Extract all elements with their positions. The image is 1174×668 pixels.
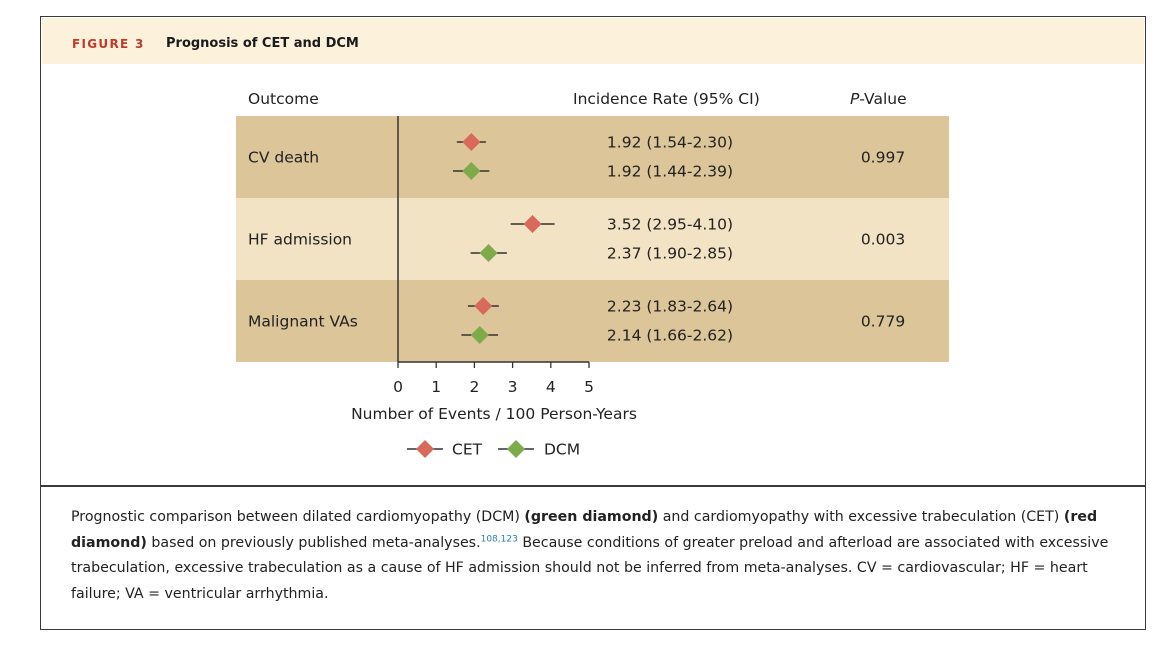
outcome-label: CV death — [248, 148, 320, 167]
legend-label-cet: CET — [452, 440, 483, 459]
figure-title: Prognosis of CET and DCM — [166, 36, 359, 51]
incidence-rate-label: 2.14 (1.66-2.62) — [606, 326, 734, 345]
figure-label: FIGURE 3 — [72, 37, 145, 51]
x-tick-label: 3 — [507, 378, 518, 396]
caption-text-3: based on previously published meta-analyses. — [146, 534, 481, 551]
legend-diamond-cet — [416, 440, 434, 458]
incidence-rate-label: 2.37 (1.90-2.85) — [606, 244, 734, 263]
row-band-0 — [236, 116, 949, 198]
pvalue-label: 0.003 — [860, 230, 906, 249]
legend-label-dcm: DCM — [544, 440, 581, 459]
x-tick-label: 5 — [584, 378, 594, 396]
caption-text-1: Prognostic comparison between dilated cardiomyopathy (DCM) — [71, 509, 525, 525]
outcome-label: Malignant VAs — [248, 312, 358, 331]
header-incidence-rate: Incidence Rate (95% CI) — [573, 90, 760, 108]
caption-bold-red: (red diamond) — [71, 509, 1098, 551]
header-pvalue-p: P — [850, 90, 860, 108]
caption-references: 108,123 — [480, 533, 518, 544]
incidence-rate-label: 3.52 (2.95-4.10) — [606, 215, 734, 234]
legend-diamond-dcm — [507, 440, 525, 458]
pvalue-label: 0.779 — [860, 312, 906, 331]
pvalue-label: 0.997 — [860, 148, 906, 167]
caption-text-2: and cardiomyopathy with excessive trabeculation (CET) — [658, 509, 1064, 525]
header-outcome: Outcome — [248, 90, 319, 108]
incidence-rate-label: 1.92 (1.54-2.30) — [606, 133, 734, 152]
incidence-rate-label: 2.23 (1.83-2.64) — [606, 297, 734, 316]
caption-text-4: Because conditions of greater preload and afterload are associated with excessive trabeculation, excessive trabeculation as a cause of HF admission should not be inferred from meta-analyses. CV = cardiovascular; HF = heart failure; VA = ventricular arrhythmia. — [71, 534, 1109, 602]
x-tick-label: 2 — [469, 378, 480, 396]
x-tick-label: 0 — [393, 378, 403, 396]
header-pvalue-rest: -Value — [859, 90, 907, 108]
x-tick-label: 4 — [545, 378, 556, 396]
x-tick-label: 1 — [431, 378, 442, 396]
caption-bold-green: (green diamond) — [524, 509, 659, 525]
outcome-label: HF admission — [248, 230, 353, 249]
incidence-rate-label: 1.92 (1.44-2.39) — [606, 162, 734, 181]
header-pvalue — [850, 90, 907, 108]
legend — [407, 440, 580, 459]
x-axis-label: Number of Events / 100 Person-Years — [351, 405, 637, 423]
